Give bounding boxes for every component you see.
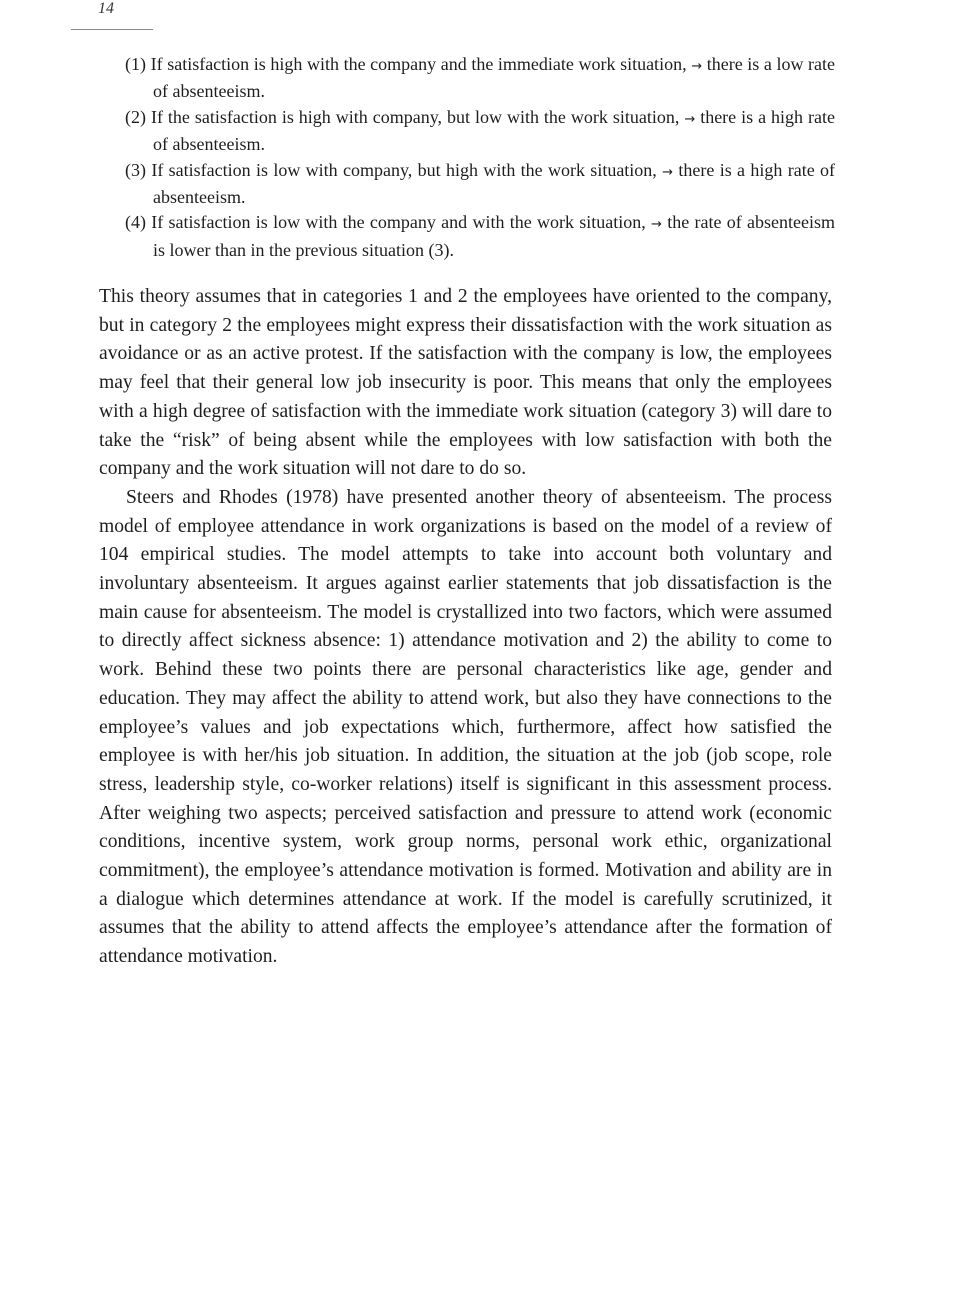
condition-result: there is a low rate of absenteeism.	[153, 54, 836, 102]
right-arrow-icon: →	[651, 217, 662, 233]
condition-item-4	[125, 210, 835, 263]
condition-item-2	[125, 105, 835, 158]
paragraph-steers-rhodes-model: Steers and Rhodes (1978) have presented another theory of absenteeism. The process model of employee attendance in work organizations is based on the model of a review of 104 empirical studies. The model attempts to take into account both voluntary and involuntary absenteeism. It argues against earlier statements that job dissatisfaction is the main cause for absenteeism. The model is crystallized into two factors, which were assumed to directly affect sickness absence: 1) attendance motivation and 2) the ability to come to work. Behind these two points there are personal characteristics like age, gender and education. They may affect the ability to attend work, but also they have connections to the employee’s values and job expectations which, furthermore, affect how satisfied the employee is with her/his job situation. In addition, the situation at the job (job scope, role stress, leadership style, co-worker relations) itself is significant in this assessment process. After weighing two aspects; perceived satisfaction and pressure to attend work (economic conditions, incentive system, work group norms, personal work ethic, organizational commitment), the employee’s attendance motivation is formed. Motivation and ability are in a dialogue which determines attendance at work. If the model is carefully scrutinized, it assumes that the ability to attend affects the employee’s attendance after the formation of attendance motivation.	[99, 486, 832, 968]
condition-item-3	[125, 158, 835, 211]
condition-text: If the satisfaction is high with company, but low with the work situation,	[150, 106, 680, 127]
page-number: 14	[98, 0, 114, 17]
body-text	[99, 283, 832, 972]
header-rule	[71, 29, 153, 30]
condition-label: (1)	[125, 54, 146, 74]
condition-result: there is a high rate of absenteeism.	[153, 159, 836, 208]
condition-text: If satisfaction is low with company, but high with the work situation,	[151, 159, 657, 180]
paragraph-theory-assumptions: This theory assumes that in categories 1 and 2 the employees have oriented to the company, but in category 2 the employees might express their dissatisfaction with the work situation as avoidance or as an active protest. If the satisfaction with the company is low, the employees may feel that their general low job insecurity is poor. This means that only the employees with a high degree of satisfaction with the immediate work situation (category 3) will dare to take the “risk” of being absent while the employees with low satisfaction with both the company and the work situation will not dare to do so.	[99, 286, 832, 480]
condition-result: the rate of absenteeism is lower than in the previous situation (3).	[153, 212, 835, 260]
condition-result: there is a high rate of absenteeism.	[153, 106, 835, 155]
condition-label: (4)	[125, 212, 146, 233]
right-arrow-icon: →	[662, 164, 674, 180]
right-arrow-icon: →	[684, 111, 696, 127]
conditions-list	[125, 52, 835, 263]
right-arrow-icon: →	[691, 59, 703, 74]
condition-text: If satisfaction is low with the company and with the work situation,	[151, 212, 646, 233]
condition-label: (2)	[125, 106, 146, 127]
condition-label: (3)	[125, 159, 146, 180]
condition-text: If satisfaction is high with the company and the immediate work situation,	[150, 54, 687, 74]
condition-item-1	[125, 52, 835, 105]
